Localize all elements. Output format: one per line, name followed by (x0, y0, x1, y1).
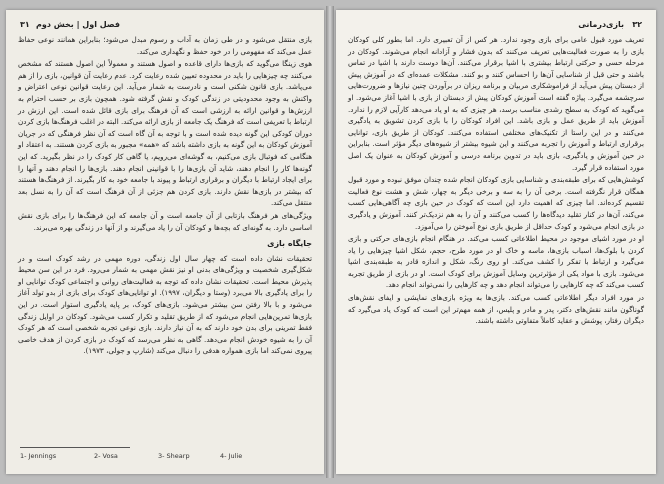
left-page-number: ۳۱ (20, 20, 30, 29)
footnote-rule (20, 447, 130, 448)
left-page-header (20, 20, 310, 32)
right-page-body (348, 34, 644, 327)
paragraph: او در مورد اشیای موجود در محیط اطلاعاتی کسب می‌کند. در هنگام انجام بازی‌های حرکتی و بازی کردن با بلوک‌ها، اسباب بازی‌ها، ماسه و خاک او در مورد طرح، حجم، شکل اشیا چیزهایی را یاد می‌گیرد و ارتباط با تفکر را کشف می‌کند. او روی رنگ، شکل و اندازه قادر به طبقه‌بندی اشیا می‌شود. بازی با مواد یکی از مؤثرترین وسایل آموزش برای کودک است. او در بازی از طریق تجربه کسب می‌کند که چه کارهایی را می‌تواند انجام دهد و چه کارهایی را نمی‌تواند انجام دهد. (348, 234, 644, 290)
left-page (6, 10, 324, 474)
paragraph: در مورد افراد دیگر اطلاعاتی کسب می‌کند. بازی‌ها به ویژه بازی‌های نمایشی و ایفای نقش‌های گوناگون مانند نقش‌های دکتر، پدر و مادر و پلیس، از همه مهم‌تر این است که کودک یاد می‌گیرد که دیگران رفتار، پوشش و عقاید کاملاً متفاوتی داشته باشند. (348, 293, 644, 326)
footnote: 3- Shearp (158, 452, 190, 460)
left-page-body (18, 34, 312, 357)
left-running-head: فصل اول | بخش دوم (36, 20, 120, 29)
right-page (336, 10, 656, 474)
paragraph: بازی منتقل می‌شود و در طی زمان به آداب و رسوم مبدل می‌شود؛ بنابراین همانند نوعی حفاظ عمل می‌کند که مفهومی را در خود حفظ و نگهداری می‌کند. (18, 35, 312, 56)
right-page-header (350, 20, 642, 32)
paragraph: هوی زینگا می‌گوید که بازی‌ها دارای قاعده و اصول هستند و معمولاً این اصول هستند که مشخص می‌کنند چه چیزهایی را باید در محدوده تعیین شده رعایت کرد. عدم رعایت آن قوانین، بازی را از هم می‌پاشد. بازی قانون شکنی است و نادرست به شمار می‌آید. این رعایت قوانین نوعی اعتراض و واکنش به وجود محدودیتی در زندگی کودک و نقش گرفته شود. همچون بازی بر حسب احترام به ارزش‌ها و قوانین ارائه به ارزشی است که آن فرهنگ برای بازی قائل شده است. این ارزش در ارتباط با تعریفی است که فرهنگ یک جامعه از بازی ارائه می‌کند. البته در اغلب فرهنگ‌ها بازی کردن دوران کودکی این گونه دیده شده است و با توجه به آن گاه است که آن نظر فرهنگی که در جریان آموزش کودکان به این گونه به بازی داشته باشد که «همه» مجبور به بازی کردن هستند. به اعتقاد او هنگامی که فوتبال بازی می‌کنیم، به گوشه‌ای می‌رویم، یا گاهی کار کودک را در نظر بگیرید. که این گونه‌ها کار را انجام دهند، شاید آن بازی‌ها را با قوانینی انجام دهند. بازی‌ها را انجام دهند و آنها را برای ایجاد ارتباط با دیگران و برقراری ارتباط و پیوند با جامعه خود به کار بگیرند. از فرهنگ‌ها هستند که بیشتر در بازی‌ها نقش دارند. بازی کردن هم جزئی از آن فرهنگ است که آن را به نسل بعد منتقل می‌کند. (18, 59, 312, 208)
footnotes (20, 452, 310, 462)
section-subheading: جایگاه بازی (267, 239, 312, 249)
footnote: 4- Julie (220, 452, 243, 460)
book-gutter (326, 6, 334, 478)
right-running-head: بازی‌درمانی (578, 20, 624, 29)
footnote: 2- Vosa (94, 452, 118, 460)
paragraph: تعریف مورد قبول عامی برای بازی وجود ندارد. هر کس از آن تعبیری دارد. اما بطور کلی کودکان بازی را به صورت فعالیت‌هایی تعریف می‌کنند که بدون فشار و آزادانه انجام می‌شوند. کودکان در مرحله حسی و حرکتی ارتباط بیشتری با اشیا برقرار می‌کنند. آن‌ها دوست دارند با اشیا در تماس باشند و حتی قبل از شناسایی آن‌ها را احساس کنند و بو کنند. مشکلات عمده‌ای که در آموزش پیش از دبستان پیش می‌آید از فراموشکاری مربیان و برنامه ریزان در برآوردن چنین نیازها و ضرورت‌هایی سرچشمه می‌گیرد. پیاژه گفته است آموزش کودکان پیش از دبستان از بازی با اشیا آغاز می‌شود. او می‌گوید که کودک به سطح رشدی مناسب برسد، هر چیزی که به او یاد می‌دهد کارآیی لازم را ندارد. آموزش باید از طریق عمل و بازی باشد. این افراد کودکان را با بازی کردن تشویق به یادگیری می‌کنند و در این راستا از تکنیک‌های مختلفی استفاده می‌کنند. کودکان از طریق بازی، توانایی برقراری ارتباط و آموزش را تجربه می‌کنند و این شیوه بیشتر از شیوه‌های دیگر مؤثر است. بنابراین در حین آموزش و یادگیری، بازی باید در تدوین برنامه درسی و آموزش کودکان به عنوان یک اصل مورد استفاده قرار گیرد. (348, 35, 644, 172)
right-page-number: ۳۲ (632, 20, 642, 29)
paragraph: ویژگی‌های هر فرهنگ بازتابی از آن جامعه است و آن جامعه که این فرهنگ‌ها را برای بازی نقش اساسی دارد. به گونه‌ای که بچه‌ها و کودکان آن را یاد می‌گیرند و از آنها در زندگی بهره می‌برند. (18, 210, 312, 232)
paragraph: تحقیقات نشان داده است که چهار سال اول زندگی، دوره مهمی در رشد کودک است و در شکل‌گیری شخصیت و ویژگی‌های بدنی او نیز نقش مهمی به شمار می‌رود. فرد در این سن محیط پذیرش محیط است. تحقیقات نشان داده که توجه به فعالیت‌های روانی و اجتماعی کودک توانایی او را برای یادگیری بالا می‌برد (وستا و دیگران، ۱۹۹۷). او توانایی‌های کودک برای بازی از بدو تولد آغاز می‌شود و با بالا رفتن سن بیشتر می‌شود. بازی‌های کودک، بر پایه یادگیری استوار است. در این بازی‌ها تمرین‌هایی انجام می‌شود که از طریق تقلید و تکرار کسب می‌شود. کودکان در اوایل زندگی فقط تمرینی برای بدن خود دارند که به آن نیاز دارند. بازی نوعی تجربه شخصی است که هر کودک آن را به شیوه خودش انجام می‌دهد. گاهی به نظر می‌رسد که کودک در بازی کردن از هدف خاصی پیروی نمی‌کند اما بازی همواره هدفی را دنبال می‌کند (شارپ و جولی، ۱۹۷۳). (18, 253, 312, 356)
paragraph: کوشش‌هایی که برای طبقه‌بندی و شناسایی بازی کودکان انجام شده چندان موفق نبوده و مورد قبول همگان قرار نگرفته است. برخی آن را به سه و برخی دیگر به چهار، شش و هشت نوع فعالیت تقسیم کرده‌اند. اما چیزی که اهمیت دارد این است که کودک در حین بازی چه آگاهی‌هایی کسب می‌کند، آن‌ها در کنار تقلید دیدگاه‌ها را کسب می‌کنند و آن را به هم نزدیک‌تر کنند. آموزش و یادگیری در بازی انجام می‌شود و کودک حداقل از طریق بازی نوع آموختن را می‌آموزد. (348, 175, 644, 231)
footnote: 1- Jennings (20, 452, 57, 460)
